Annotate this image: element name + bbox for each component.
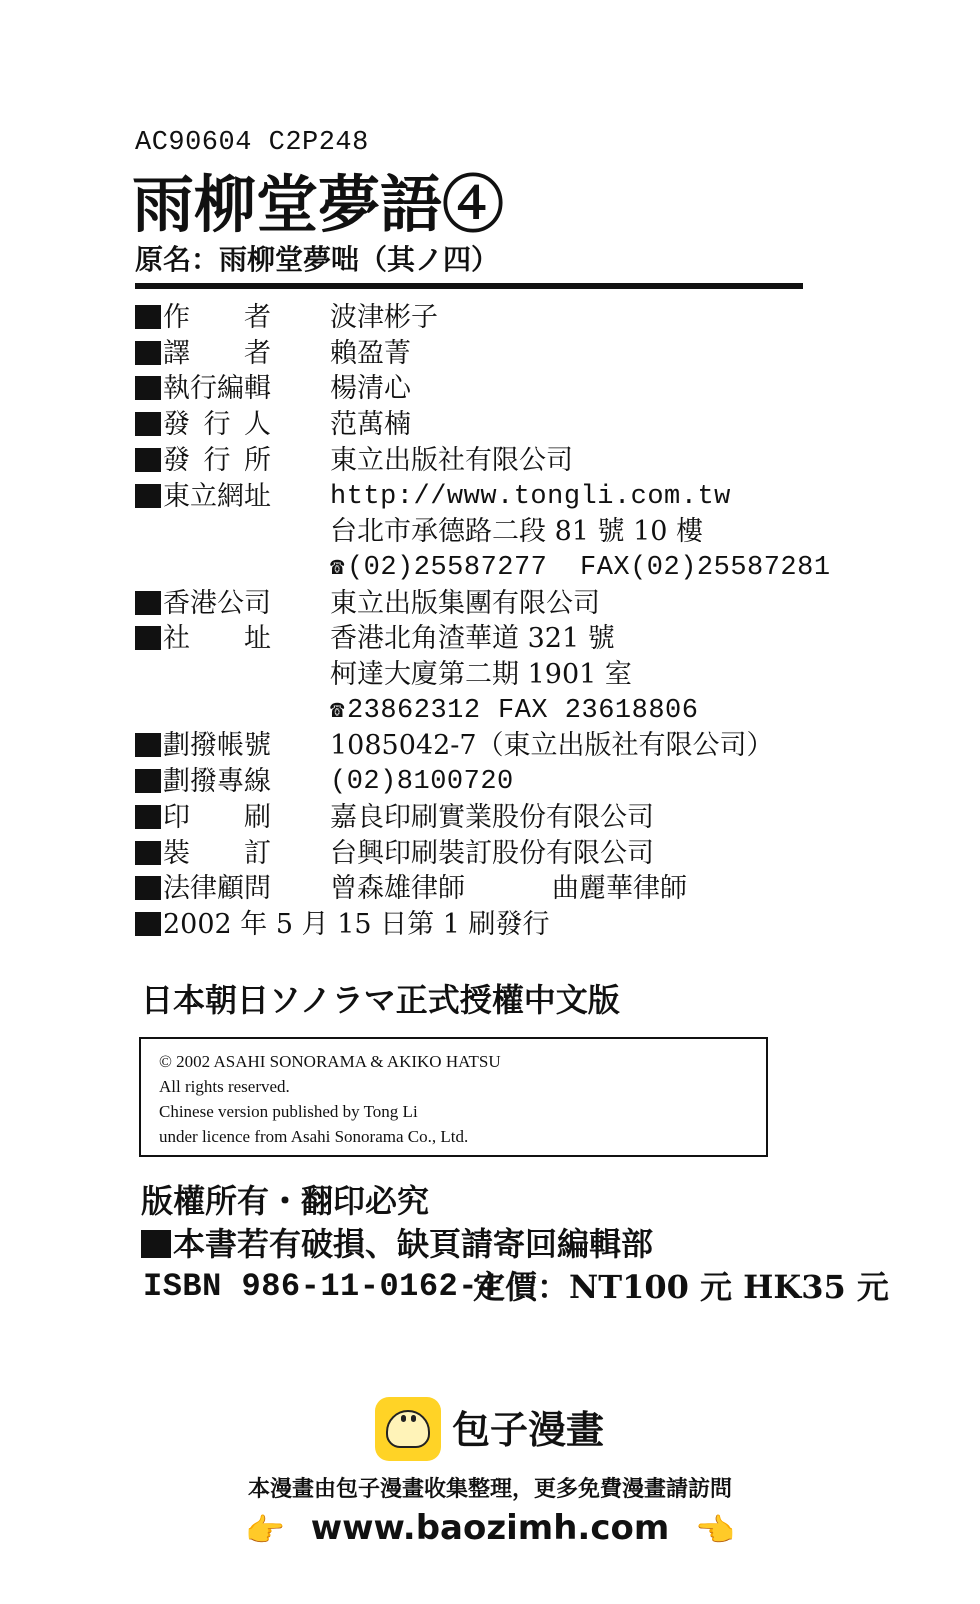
credit-value[interactable] xyxy=(330,479,731,515)
credit-label-text: 裝 訂 xyxy=(163,838,271,869)
logo-eye xyxy=(411,1415,416,1422)
credit-value xyxy=(330,621,615,657)
copyright-line: © 2002 ASAHI SONORAMA & AKIKO HATSU xyxy=(159,1052,501,1071)
brand-name[interactable]: 包子漫畫 xyxy=(452,1408,605,1452)
credit-value xyxy=(330,800,654,836)
credit-value-text: 東立出版集團有限公司 xyxy=(330,588,600,619)
credit-value-text: 柯達大廈第二期 1901 室 xyxy=(330,659,632,690)
pointing-right-hand-icon: 👉 xyxy=(245,1511,285,1549)
divider-rule xyxy=(135,283,803,289)
credit-value xyxy=(330,336,411,372)
copyright-line: Chinese version published by Tong Li xyxy=(159,1102,418,1121)
credit-label xyxy=(135,836,275,872)
bun-logo-icon[interactable] xyxy=(375,1397,441,1461)
credit-label xyxy=(135,764,275,800)
copyright-box xyxy=(139,1037,768,1157)
credit-label-text: 發 行 人 xyxy=(163,409,271,440)
credit-value-text: 范萬楠 xyxy=(330,409,411,440)
credit-value xyxy=(330,550,547,587)
credit-label xyxy=(135,371,275,407)
credit-value xyxy=(330,836,654,872)
credit-value-text: 23862312 xyxy=(346,696,481,726)
credit-value-text: (02)25587277 xyxy=(346,553,548,583)
credit-value xyxy=(330,371,411,407)
copyright-line: All rights reserved. xyxy=(159,1077,290,1096)
credit-value-text: 台北市承德路二段 81 號 10 樓 xyxy=(330,516,704,547)
logo-eye xyxy=(401,1415,406,1422)
credit-label-text: 法律顧問 xyxy=(163,873,271,904)
footer-note: 本漫畫由包子漫畫收集整理，更多免費漫畫請訪問 xyxy=(247,1477,732,1502)
credit-value-text: 香港北角渣華道 321 號 xyxy=(330,623,615,654)
credit-value xyxy=(330,443,573,479)
credit-value-text: 波津彬子 xyxy=(330,302,438,333)
credit-value xyxy=(330,586,600,622)
credit-value-text: 曾森雄律師 xyxy=(330,873,465,904)
credit-value-secondary: FAX 23618806 xyxy=(498,696,699,726)
credit-value-secondary: FAX(02)25587281 xyxy=(580,553,831,583)
credit-label xyxy=(135,443,275,479)
credit-value-secondary: 曲麗華律師 xyxy=(552,873,687,904)
credit-label xyxy=(135,728,275,764)
credit-value-text: 1085042-7（東立出版社有限公司） xyxy=(330,730,774,761)
credit-value-text: 東立出版社有限公司 xyxy=(330,445,573,476)
credit-label xyxy=(135,336,275,372)
credit-label-text: 執行編輯 xyxy=(163,373,271,404)
credit-value xyxy=(330,693,481,730)
isbn: ISBN 986-11-0162-4 xyxy=(143,1268,498,1305)
credit-value xyxy=(330,300,438,336)
credit-label-text: 香港公司 xyxy=(163,588,271,619)
credit-value xyxy=(330,871,465,907)
credit-value xyxy=(330,514,703,550)
credit-label xyxy=(135,586,275,622)
credit-value xyxy=(330,728,774,764)
credit-value xyxy=(330,407,411,443)
credit-value-text: 嘉良印刷實業股份有限公司 xyxy=(330,802,654,833)
credit-value-text: (02)8100720 xyxy=(330,767,514,797)
credit-label-text: 東立網址 xyxy=(163,481,271,512)
damaged-return-note: 本書若有破損、缺頁請寄回編輯部 xyxy=(141,1223,653,1265)
credit-label xyxy=(135,621,275,657)
credit-label xyxy=(135,300,275,336)
credit-value-text: 台興印刷裝訂股份有限公司 xyxy=(330,838,654,869)
copyright-line: under licence from Asahi Sonorama Co., Ltd. xyxy=(159,1127,469,1146)
credit-value-text: http://www.tongli.com.tw xyxy=(330,482,731,512)
original-title: 原名：雨柳堂夢咄（其ノ四） xyxy=(135,243,500,276)
publish-date: 2002 年 5 月 15 日第 1 刷發行 xyxy=(135,907,550,943)
phone-icon: ☎ xyxy=(330,698,345,725)
book-title: 雨柳堂夢語④ xyxy=(132,168,505,241)
site-url-link[interactable]: www.baozimh.com xyxy=(310,1508,670,1548)
credit-value xyxy=(330,764,514,800)
rights-reserved: 版權所有・翻印必究 xyxy=(141,1182,430,1220)
price: 定價：NT100 元 HK35 元 xyxy=(473,1268,889,1306)
license-statement: 日本朝日ソノラマ正式授權中文版 xyxy=(141,981,620,1019)
credit-label-text: 譯 者 xyxy=(163,338,271,369)
pointing-left-hand-icon: 👈 xyxy=(695,1511,735,1549)
footer-url-line xyxy=(0,1505,980,1553)
credit-label xyxy=(135,479,275,515)
credit-label xyxy=(135,407,275,443)
credit-label xyxy=(135,800,275,836)
bun-shape xyxy=(386,1410,430,1448)
credit-label xyxy=(135,871,275,907)
credit-label-text: 印 刷 xyxy=(163,802,271,833)
credit-label-text: 劃撥專線 xyxy=(163,766,271,797)
credit-value xyxy=(330,657,632,693)
credit-value-text: 賴盈菁 xyxy=(330,338,411,369)
credit-label-text: 劃撥帳號 xyxy=(163,730,271,761)
phone-icon: ☎ xyxy=(330,555,345,582)
credit-value-text: 楊清心 xyxy=(330,373,411,404)
credit-label-text: 社 址 xyxy=(163,623,271,654)
credit-label-text: 發 行 所 xyxy=(163,445,271,476)
credit-label-text: 作 者 xyxy=(163,302,271,333)
catalog-code: AC90604 C2P248 xyxy=(135,128,369,158)
